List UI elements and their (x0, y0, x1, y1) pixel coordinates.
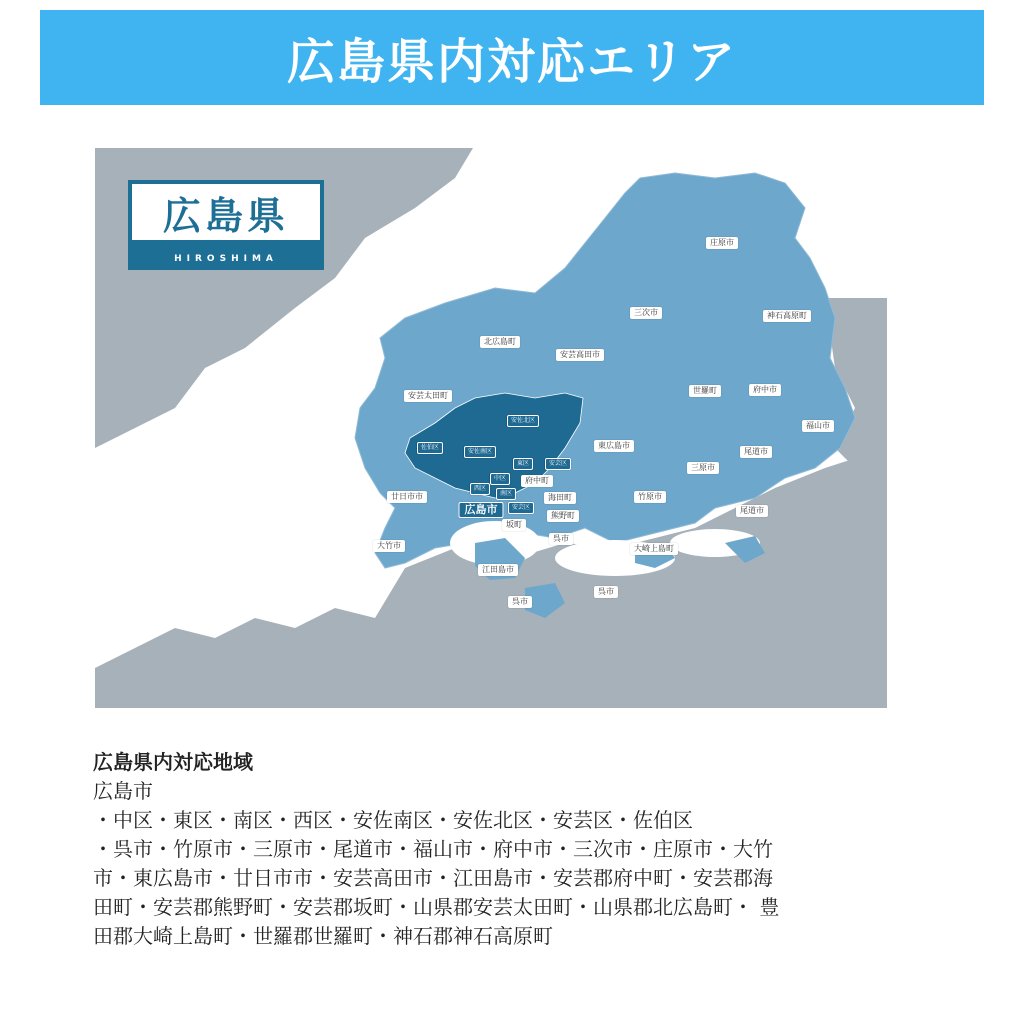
badge-title: 広島県 (162, 193, 289, 238)
label-sera: 世羅町 (689, 385, 721, 397)
label-miyoshi: 三次市 (630, 307, 662, 319)
label-jinsekikogen: 神石高原町 (763, 310, 811, 322)
prefecture-badge (128, 180, 324, 270)
hiroshima-map (95, 148, 887, 708)
label-otake: 大竹市 (373, 540, 405, 552)
label-onomichi-2: 尾道市 (736, 505, 768, 517)
label-aki-ku-2: 安芸区 (508, 502, 534, 514)
label-asaminami: 安佐南区 (464, 446, 496, 458)
label-takehara: 竹原市 (634, 491, 666, 503)
label-asakita: 安佐北区 (507, 415, 539, 427)
badge-inner (132, 184, 320, 240)
label-kitahiroshima: 北広島町 (480, 336, 520, 348)
area-line-2: ・呉市・竹原市・三原市・尾道市・福山市・府中市・三次市・庄原市・大竹 (93, 837, 773, 861)
label-hiroshima-city: 広島市 (459, 502, 504, 518)
label-minami-ku: 南区 (496, 488, 516, 500)
label-fuchu-town: 府中町 (521, 475, 553, 487)
label-onomichi: 尾道市 (740, 446, 772, 458)
header-banner (40, 10, 984, 105)
label-kumano: 熊野町 (547, 510, 579, 522)
label-naka-ku: 中区 (490, 473, 510, 485)
label-aki-ku: 安芸区 (545, 458, 571, 470)
label-nishi-ku: 西区 (470, 483, 490, 495)
label-kaita: 海田町 (544, 492, 576, 504)
label-fuchu-city: 府中市 (749, 384, 781, 396)
label-shobara: 庄原市 (706, 237, 738, 249)
area-city: 広島市 (93, 779, 153, 803)
area-line-1: ・中区・東区・南区・西区・安佐南区・安佐北区・安芸区・佐伯区 (93, 808, 693, 832)
label-akiota: 安芸太田町 (404, 390, 452, 402)
label-higashi-ku: 東区 (513, 458, 533, 470)
area-line-5: 田郡大崎上島町・世羅郡世羅町・神石郡神石高原町 (93, 924, 553, 948)
label-saka: 坂町 (502, 519, 526, 531)
badge-subtitle: HIROSHIMA (174, 254, 278, 264)
label-saeki: 佐伯区 (417, 442, 443, 454)
area-line-3: 市・東広島市・廿日市市・安芸高田市・江田島市・安芸郡府中町・安芸郡海 (93, 866, 773, 890)
service-area-section (93, 748, 933, 951)
label-kure-3: 呉市 (508, 596, 532, 608)
label-mihara: 三原市 (687, 462, 719, 474)
label-kure-2: 呉市 (594, 586, 618, 598)
label-kure-1: 呉市 (549, 533, 573, 545)
label-akitakata: 安芸高田市 (556, 349, 604, 361)
area-line-4: 田町・安芸郡熊野町・安芸郡坂町・山県郡安芸太田町・山県郡北広島町・ 豊 (93, 895, 780, 919)
page-title: 広島県内対応エリア (286, 34, 737, 90)
label-fukuyama: 福山市 (802, 420, 834, 432)
label-hatsukaichi: 廿日市市 (387, 491, 427, 503)
area-heading: 広島県内対応地域 (93, 750, 253, 774)
label-etajima: 江田島市 (478, 564, 518, 576)
label-higashihiroshima: 東広島市 (594, 440, 634, 452)
label-osakikamijima: 大崎上島町 (630, 543, 678, 555)
